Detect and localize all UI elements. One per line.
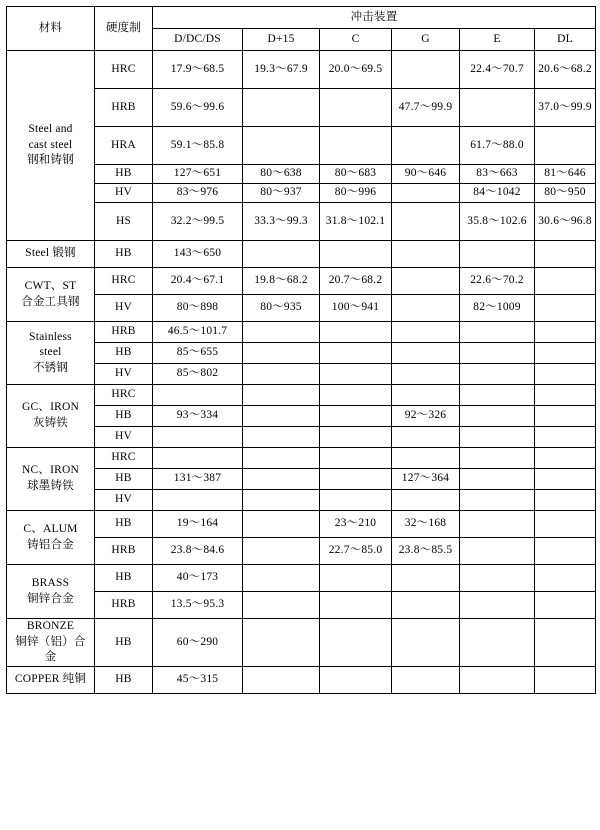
header-device-3: C bbox=[320, 29, 392, 51]
value-cell bbox=[243, 241, 320, 268]
value-cell bbox=[320, 385, 392, 406]
value-cell bbox=[243, 538, 320, 565]
value-cell bbox=[392, 619, 460, 667]
value-cell bbox=[243, 385, 320, 406]
table-row bbox=[7, 565, 596, 592]
value-cell: 80～638 bbox=[243, 165, 320, 184]
hardness-scale-cell: HB bbox=[95, 406, 153, 427]
value-cell bbox=[320, 619, 392, 667]
value-cell: 22.7～85.0 bbox=[320, 538, 392, 565]
value-cell bbox=[243, 448, 320, 469]
value-cell bbox=[392, 448, 460, 469]
value-cell bbox=[535, 241, 596, 268]
value-cell bbox=[320, 427, 392, 448]
value-cell bbox=[243, 89, 320, 127]
table-row bbox=[7, 619, 596, 667]
table-row bbox=[7, 511, 596, 538]
hardness-scale-cell: HB bbox=[95, 565, 153, 592]
value-cell bbox=[320, 364, 392, 385]
value-cell: 20.6～68.2 bbox=[535, 51, 596, 89]
value-cell: 81～646 bbox=[535, 165, 596, 184]
value-cell bbox=[535, 490, 596, 511]
value-cell bbox=[243, 565, 320, 592]
value-cell: 17.9～68.5 bbox=[153, 51, 243, 89]
value-cell bbox=[535, 592, 596, 619]
value-cell bbox=[153, 427, 243, 448]
material-cell: Steel 锻钢 bbox=[7, 241, 95, 268]
value-cell bbox=[460, 241, 535, 268]
table-row bbox=[7, 448, 596, 469]
header-device-4: G bbox=[392, 29, 460, 51]
value-cell: 47.7～99.9 bbox=[392, 89, 460, 127]
hardness-scale-cell: HB bbox=[95, 165, 153, 184]
value-cell bbox=[320, 565, 392, 592]
table-header-row-1 bbox=[7, 7, 596, 29]
value-cell: 84～1042 bbox=[460, 184, 535, 203]
value-cell bbox=[243, 490, 320, 511]
header-device-5: E bbox=[460, 29, 535, 51]
value-cell: 46.5～101.7 bbox=[153, 322, 243, 343]
value-cell bbox=[392, 490, 460, 511]
value-cell: 127～364 bbox=[392, 469, 460, 490]
value-cell: 80～898 bbox=[153, 295, 243, 322]
value-cell bbox=[535, 385, 596, 406]
value-cell: 23.8～84.6 bbox=[153, 538, 243, 565]
hardness-scale-cell: HV bbox=[95, 490, 153, 511]
value-cell bbox=[460, 385, 535, 406]
value-cell bbox=[320, 490, 392, 511]
material-cell: NC、IRON 球墨铸铁 bbox=[7, 448, 95, 511]
value-cell: 93～334 bbox=[153, 406, 243, 427]
value-cell: 20.4～67.1 bbox=[153, 268, 243, 295]
value-cell: 59.1～85.8 bbox=[153, 127, 243, 165]
value-cell: 82～1009 bbox=[460, 295, 535, 322]
value-cell bbox=[392, 565, 460, 592]
table-row bbox=[7, 385, 596, 406]
hardness-scale-cell: HRC bbox=[95, 51, 153, 89]
value-cell bbox=[392, 241, 460, 268]
value-cell bbox=[243, 343, 320, 364]
value-cell: 23.8～85.5 bbox=[392, 538, 460, 565]
hardness-scale-cell: HV bbox=[95, 364, 153, 385]
hardness-scale-cell: HB bbox=[95, 469, 153, 490]
value-cell bbox=[392, 127, 460, 165]
material-cell: C、ALUM 铸铝合金 bbox=[7, 511, 95, 565]
value-cell: 20.0～69.5 bbox=[320, 51, 392, 89]
value-cell bbox=[243, 322, 320, 343]
value-cell bbox=[243, 427, 320, 448]
value-cell bbox=[460, 343, 535, 364]
value-cell bbox=[535, 666, 596, 693]
value-cell bbox=[535, 127, 596, 165]
value-cell bbox=[243, 619, 320, 667]
value-cell bbox=[535, 619, 596, 667]
value-cell: 92～326 bbox=[392, 406, 460, 427]
hardness-scale-cell: HV bbox=[95, 295, 153, 322]
value-cell bbox=[392, 385, 460, 406]
hardness-scale-cell: HRB bbox=[95, 322, 153, 343]
value-cell: 80～683 bbox=[320, 165, 392, 184]
value-cell bbox=[535, 448, 596, 469]
hardness-scale-cell: HB bbox=[95, 511, 153, 538]
header-material: 材料 bbox=[7, 7, 95, 51]
value-cell bbox=[320, 89, 392, 127]
value-cell bbox=[320, 322, 392, 343]
value-cell bbox=[460, 538, 535, 565]
value-cell: 61.7～88.0 bbox=[460, 127, 535, 165]
value-cell: 131～387 bbox=[153, 469, 243, 490]
header-device-2: D+15 bbox=[243, 29, 320, 51]
value-cell bbox=[320, 343, 392, 364]
value-cell: 30.6～96.8 bbox=[535, 203, 596, 241]
value-cell bbox=[460, 469, 535, 490]
material-cell: Stainless steel 不锈钢 bbox=[7, 322, 95, 385]
hardness-scale-cell: HRC bbox=[95, 268, 153, 295]
value-cell bbox=[535, 406, 596, 427]
material-cell: BRASS 铜锌合金 bbox=[7, 565, 95, 619]
value-cell: 23～210 bbox=[320, 511, 392, 538]
value-cell bbox=[243, 469, 320, 490]
header-impact-device-group: 冲击装置 bbox=[153, 7, 596, 29]
value-cell: 60～290 bbox=[153, 619, 243, 667]
value-cell: 19.8～68.2 bbox=[243, 268, 320, 295]
value-cell bbox=[460, 427, 535, 448]
hardness-scale-cell: HRB bbox=[95, 592, 153, 619]
value-cell: 100～941 bbox=[320, 295, 392, 322]
value-cell: 19.3～67.9 bbox=[243, 51, 320, 89]
value-cell: 19～164 bbox=[153, 511, 243, 538]
value-cell bbox=[320, 241, 392, 268]
value-cell: 37.0～99.9 bbox=[535, 89, 596, 127]
value-cell: 90～646 bbox=[392, 165, 460, 184]
table-row bbox=[7, 469, 596, 490]
value-cell bbox=[535, 511, 596, 538]
hardness-scale-cell: HV bbox=[95, 184, 153, 203]
table-row bbox=[7, 592, 596, 619]
hardness-scale-cell: HRB bbox=[95, 538, 153, 565]
value-cell: 35.8～102.6 bbox=[460, 203, 535, 241]
table-row bbox=[7, 538, 596, 565]
hardness-scale-cell: HRB bbox=[95, 89, 153, 127]
value-cell bbox=[320, 469, 392, 490]
hardness-scale-cell: HRC bbox=[95, 448, 153, 469]
value-cell bbox=[535, 268, 596, 295]
value-cell: 31.8～102.1 bbox=[320, 203, 392, 241]
value-cell: 45～315 bbox=[153, 666, 243, 693]
header-device-6: DL bbox=[535, 29, 596, 51]
value-cell bbox=[460, 89, 535, 127]
value-cell bbox=[392, 268, 460, 295]
table-row bbox=[7, 322, 596, 343]
hardness-scale-cell: HV bbox=[95, 427, 153, 448]
value-cell: 127～651 bbox=[153, 165, 243, 184]
material-cell: GC、IRON 灰铸铁 bbox=[7, 385, 95, 448]
header-hardness-scale: 硬度制 bbox=[95, 7, 153, 51]
value-cell: 143～650 bbox=[153, 241, 243, 268]
value-cell: 80～950 bbox=[535, 184, 596, 203]
hardness-scale-cell: HB bbox=[95, 619, 153, 667]
value-cell: 32～168 bbox=[392, 511, 460, 538]
table-row bbox=[7, 490, 596, 511]
value-cell bbox=[460, 406, 535, 427]
value-cell: 33.3～99.3 bbox=[243, 203, 320, 241]
value-cell bbox=[460, 511, 535, 538]
material-cell: Steel and cast steel 钢和铸钢 bbox=[7, 51, 95, 241]
value-cell bbox=[392, 343, 460, 364]
value-cell bbox=[243, 406, 320, 427]
value-cell bbox=[535, 538, 596, 565]
table-row bbox=[7, 89, 596, 127]
value-cell bbox=[243, 666, 320, 693]
value-cell bbox=[320, 666, 392, 693]
value-cell bbox=[243, 511, 320, 538]
value-cell bbox=[460, 322, 535, 343]
value-cell bbox=[320, 406, 392, 427]
hardness-scale-cell: HS bbox=[95, 203, 153, 241]
value-cell bbox=[460, 592, 535, 619]
value-cell bbox=[392, 592, 460, 619]
table-row bbox=[7, 184, 596, 203]
table-row bbox=[7, 666, 596, 693]
value-cell bbox=[153, 448, 243, 469]
header-device-1: D/DC/DS bbox=[153, 29, 243, 51]
hardness-conversion-table bbox=[6, 6, 596, 694]
table-row bbox=[7, 295, 596, 322]
value-cell: 59.6～99.6 bbox=[153, 89, 243, 127]
material-cell: BRONZE 铜锌（铝）合 金 bbox=[7, 619, 95, 667]
table-row bbox=[7, 343, 596, 364]
value-cell: 22.6～70.2 bbox=[460, 268, 535, 295]
table-row bbox=[7, 241, 596, 268]
hardness-scale-cell: HB bbox=[95, 666, 153, 693]
value-cell bbox=[153, 490, 243, 511]
value-cell: 83～976 bbox=[153, 184, 243, 203]
value-cell bbox=[392, 427, 460, 448]
value-cell bbox=[460, 666, 535, 693]
value-cell bbox=[460, 565, 535, 592]
value-cell bbox=[535, 364, 596, 385]
value-cell bbox=[535, 565, 596, 592]
material-cell: COPPER 纯铜 bbox=[7, 666, 95, 693]
table-row bbox=[7, 165, 596, 184]
value-cell bbox=[320, 448, 392, 469]
value-cell: 80～996 bbox=[320, 184, 392, 203]
hardness-scale-cell: HRC bbox=[95, 385, 153, 406]
table-row bbox=[7, 127, 596, 165]
table-row bbox=[7, 268, 596, 295]
value-cell: 85～802 bbox=[153, 364, 243, 385]
value-cell bbox=[392, 666, 460, 693]
value-cell bbox=[535, 469, 596, 490]
value-cell bbox=[392, 295, 460, 322]
value-cell bbox=[392, 51, 460, 89]
table-row bbox=[7, 203, 596, 241]
value-cell bbox=[320, 592, 392, 619]
value-cell: 83～663 bbox=[460, 165, 535, 184]
value-cell bbox=[243, 592, 320, 619]
value-cell bbox=[460, 619, 535, 667]
table-row bbox=[7, 51, 596, 89]
table-row bbox=[7, 406, 596, 427]
value-cell bbox=[392, 364, 460, 385]
hardness-scale-cell: HB bbox=[95, 241, 153, 268]
value-cell: 80～935 bbox=[243, 295, 320, 322]
table-row bbox=[7, 364, 596, 385]
value-cell bbox=[243, 364, 320, 385]
material-cell: CWT、ST 合金工具钢 bbox=[7, 268, 95, 322]
value-cell bbox=[243, 127, 320, 165]
value-cell bbox=[392, 184, 460, 203]
value-cell: 13.5～95.3 bbox=[153, 592, 243, 619]
value-cell: 22.4～70.7 bbox=[460, 51, 535, 89]
value-cell bbox=[153, 385, 243, 406]
value-cell bbox=[460, 448, 535, 469]
value-cell bbox=[535, 322, 596, 343]
value-cell: 40～173 bbox=[153, 565, 243, 592]
value-cell bbox=[460, 364, 535, 385]
value-cell: 32.2～99.5 bbox=[153, 203, 243, 241]
value-cell: 20.7～68.2 bbox=[320, 268, 392, 295]
value-cell bbox=[460, 490, 535, 511]
table-row bbox=[7, 427, 596, 448]
value-cell bbox=[535, 295, 596, 322]
value-cell: 80～937 bbox=[243, 184, 320, 203]
value-cell bbox=[535, 427, 596, 448]
value-cell: 85～655 bbox=[153, 343, 243, 364]
hardness-scale-cell: HB bbox=[95, 343, 153, 364]
value-cell bbox=[392, 203, 460, 241]
value-cell bbox=[320, 127, 392, 165]
value-cell bbox=[392, 322, 460, 343]
value-cell bbox=[535, 343, 596, 364]
hardness-scale-cell: HRA bbox=[95, 127, 153, 165]
